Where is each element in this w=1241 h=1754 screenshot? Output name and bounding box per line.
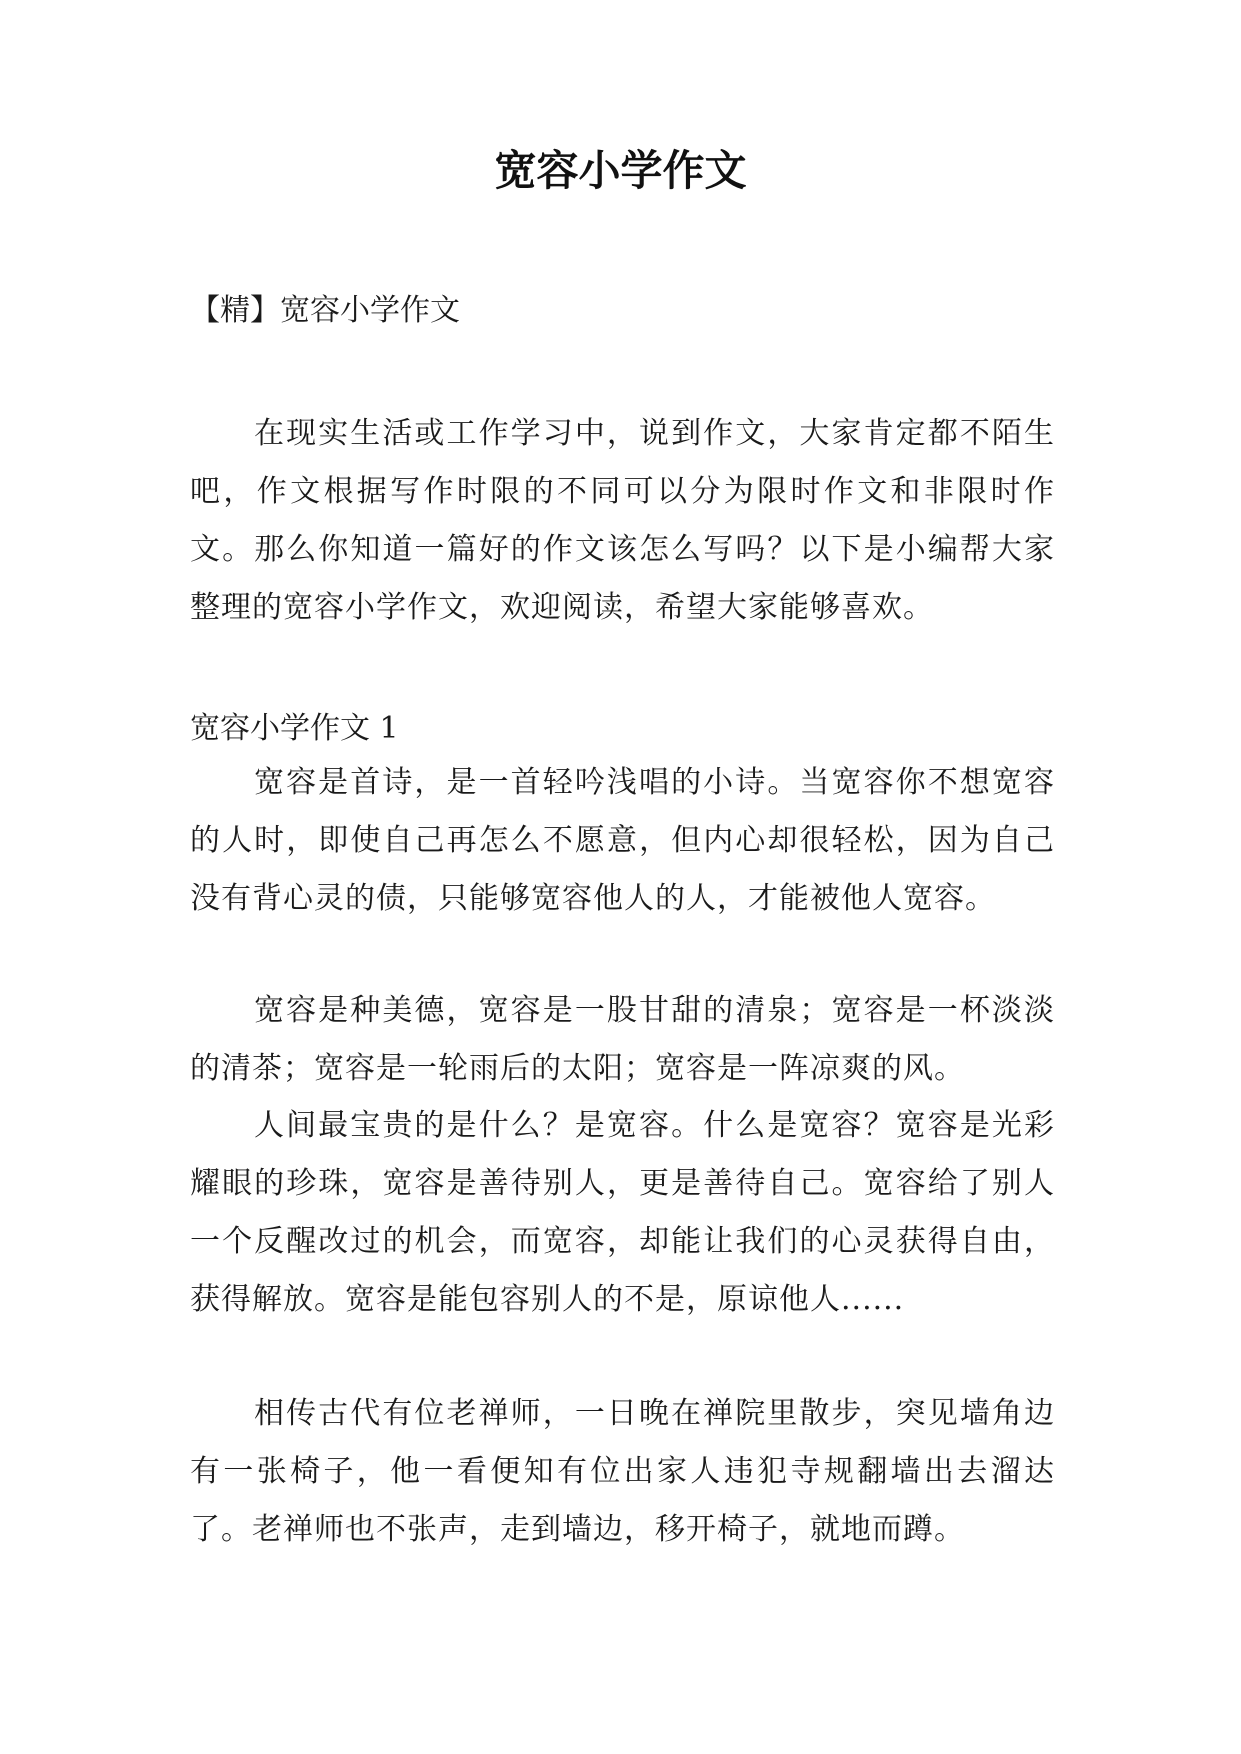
section-heading: 宽容小学作文 1 (190, 711, 399, 746)
document-subtitle: 【精】宽容小学作文 (190, 293, 460, 328)
body-paragraph-4: 相传古代有位老禅师，一日晚在禅院里散步，突见墙角边有一张椅子，他一看便知有位出家人违犯寺规翻墙出去溜达了。老禅师也不张声，走到墙边，移开椅子，就地而蹲。 (190, 1396, 1055, 1547)
body-paragraph-2: 宽容是种美德，宽容是一股甘甜的清泉；宽容是一杯淡淡的清茶；宽容是一轮雨后的太阳；宽容是一阵凉爽的风。 (190, 993, 1055, 1086)
intro-paragraph: 在现实生活或工作学习中，说到作文，大家肯定都不陌生吧，作文根据写作时限的不同可以分为限时作文和非限时作文。那么你知道一篇好的作文该怎么写吗？以下是小编帮大家整理的宽容小学作文，欢迎阅读，希望大家能够喜欢。 (190, 416, 1055, 625)
document-title: 宽容小学作文 (494, 146, 747, 195)
body-paragraph-1: 宽容是首诗，是一首轻吟浅唱的小诗。当宽容你不想宽容的人时，即使自己再怎么不愿意，但内心却很轻松，因为自己没有背心灵的债，只能够宽容他人的人，才能被他人宽容。 (190, 765, 1055, 916)
body-paragraph-3: 人间最宝贵的是什么？是宽容。什么是宽容？宽容是光彩耀眼的珍珠，宽容是善待别人，更是善待自己。宽容给了别人一个反醒改过的机会，而宽容，却能让我们的心灵获得自由，获得解放。宽容是能包容别人的不是，原谅他人...... (190, 1108, 1055, 1317)
